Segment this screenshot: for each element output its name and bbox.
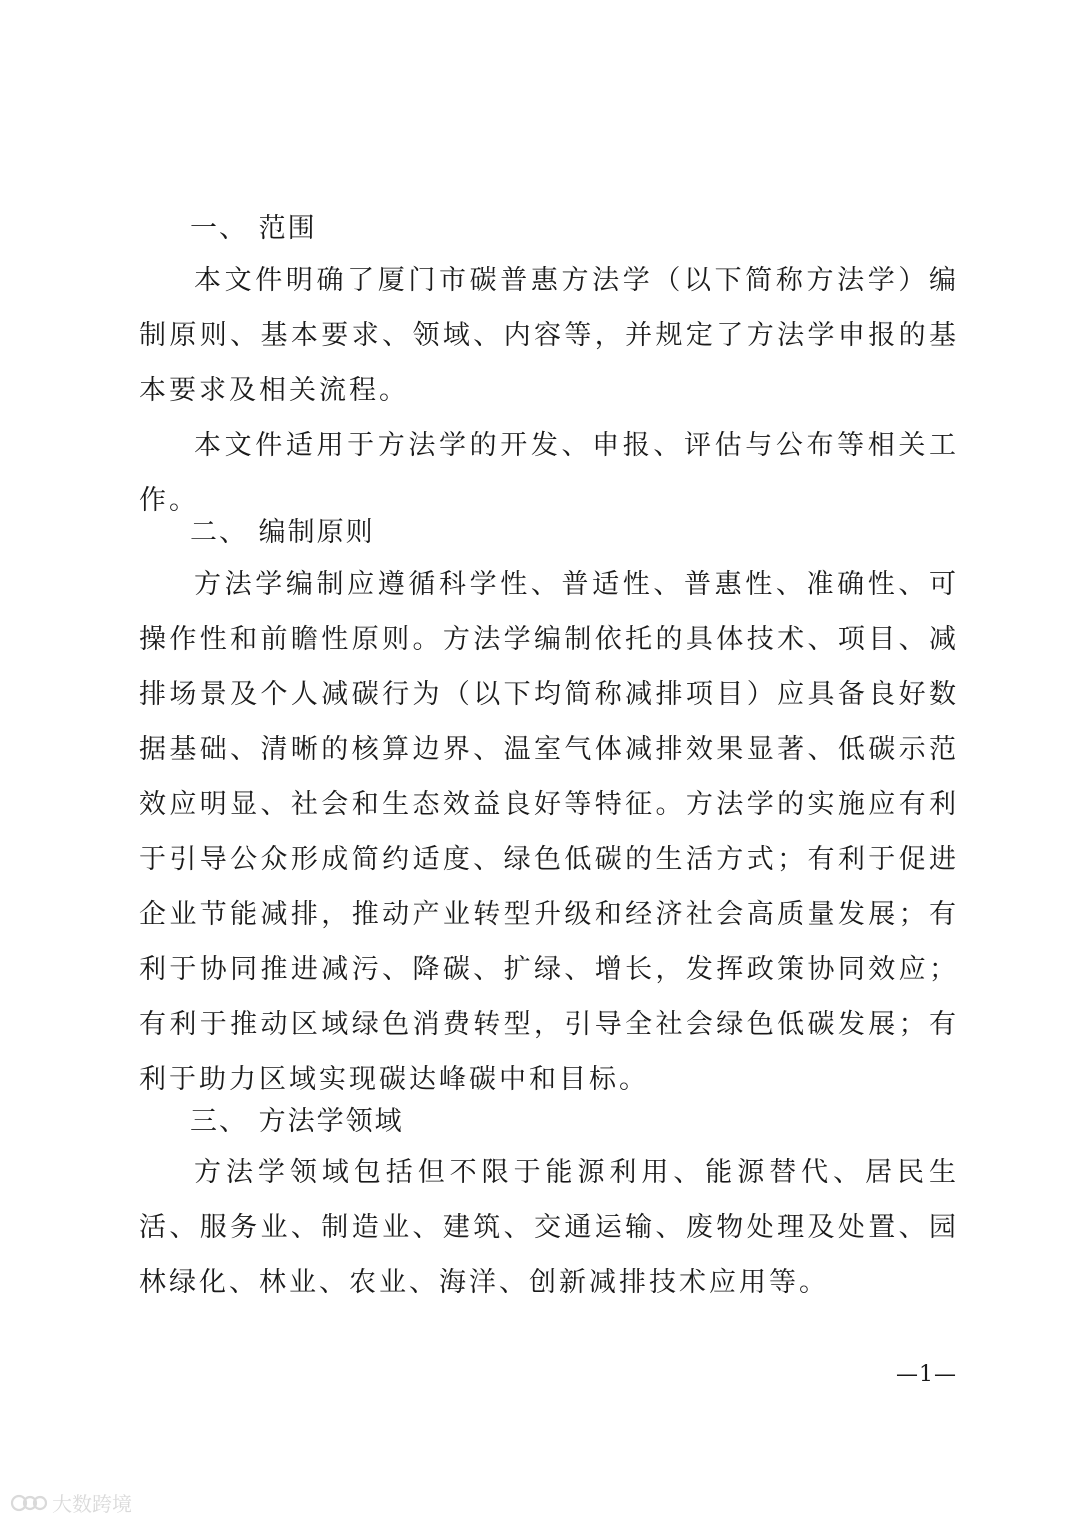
section-heading-fields: 三、 方法学领域 — [190, 1106, 404, 1137]
watermark-text: 大数跨境 — [52, 1492, 132, 1516]
page-number: —1— — [896, 1362, 957, 1387]
watermark — [10, 1488, 132, 1517]
section-heading-principles: 二、 编制原则 — [190, 517, 375, 548]
paragraph-fields: 方法学领域包括但不限于能源利用、能源替代、居民生活、服务业、制造业、建筑、交通运输、废物处理及处置、园林绿化、林业、农业、海洋、创新减排技术应用等。 — [139, 1157, 959, 1298]
paragraph-scope-2: 本文件适用于方法学的开发、申报、评估与公布等相关工作。 — [139, 430, 959, 516]
paragraph-scope-1: 本文件明确了厦门市碳普惠方法学（以下简称方法学）编制原则、基本要求、领域、内容等，并规定了方法学申报的基本要求及相关流程。 — [139, 265, 959, 406]
logo-icon — [10, 1490, 48, 1516]
section-heading-scope: 一、 范围 — [190, 213, 317, 244]
paragraph-principles: 方法学编制应遵循科学性、普适性、普惠性、准确性、可操作性和前瞻性原则。方法学编制依托的具体技术、项目、减排场景及个人减碳行为（以下均简称减排项目）应具备良好数据基础、清晰的核算边界、温室气体减排效果显著、低碳示范效应明显、社会和生态效益良好等特征。方法学的实施应有利于引导公众形成简约适度、绿色低碳的生活方式；有利于促进企业节能减排，推动产业转型升级和经济社会高质量发展；有利于协同推进减污、降碳、扩绿、增长，发挥政策协同效应；有利于推动区域绿色消费转型，引导全社会绿色低碳发展；有利于助力区域实现碳达峰碳中和目标。 — [139, 569, 959, 1095]
